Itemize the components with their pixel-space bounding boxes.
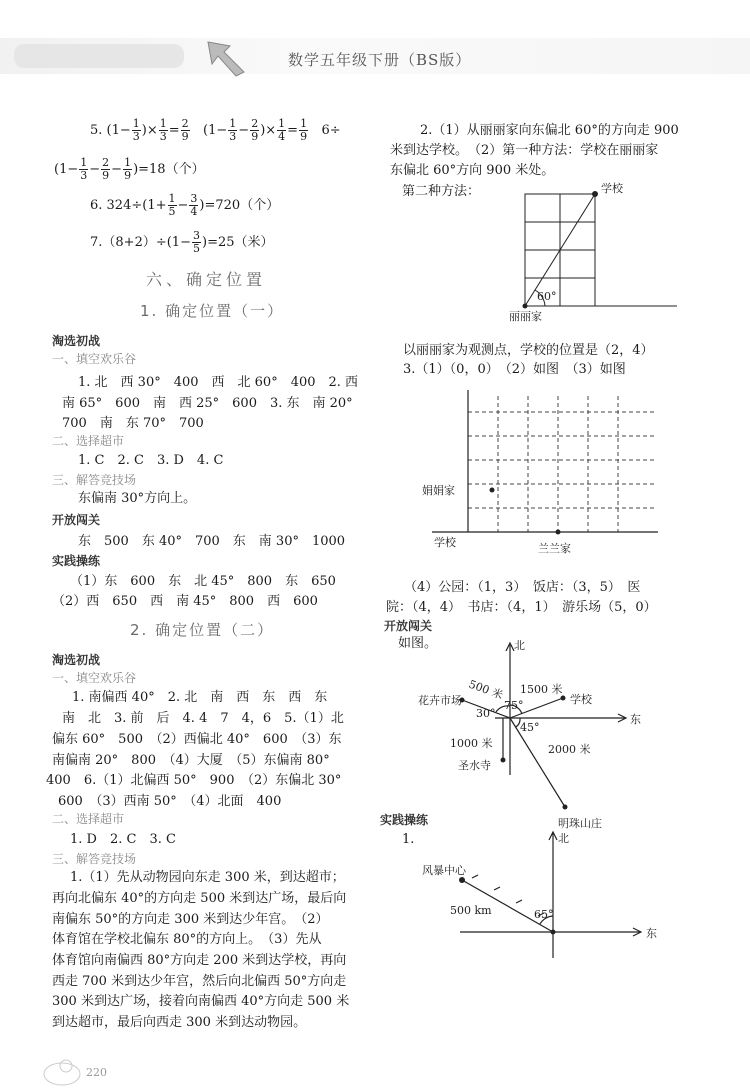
subsection-2-title: 2. 确定位置（二） (130, 621, 275, 639)
text-line: 东 500 东 40° 700 东 南 30° 1000 (78, 534, 346, 549)
item-5: 5. (1− $\frac{1}{3}$ )× $\frac{1}{3}$ = $\frac{2}{9}$ (1− $\frac{1}{3}$ − $\frac{2}{9}$ )× $\frac{1}{4}$ = $\frac{1}{9}$ 6÷ (90, 117, 341, 143)
text-line: 东偏南 30°方向上。 (78, 491, 197, 506)
distance-2000-label: 2000 米 (548, 743, 591, 756)
text-line: （1）东 600 东 北 45° 800 东 650 (70, 574, 336, 589)
subsection-1-title: 1. 确定位置（一） (140, 302, 285, 320)
angle-65-label: 65° (534, 908, 554, 921)
text-line: （4）公园：（1，3） 饭店：（3，5） 医 (404, 580, 641, 595)
north-label: 北 (514, 639, 525, 652)
text-line: （2）西 650 西 南 45° 800 西 600 (52, 594, 318, 609)
angle-45-label: 45° (520, 721, 540, 734)
text-line: 体育馆在学校北偏东 80°的方向上。 （3）先从 (52, 932, 322, 947)
label-taoxuan-2: 淘选初战 (52, 653, 101, 667)
text-line: 如图。 (398, 636, 438, 651)
label-tiankong-2: 一、填空欢乐谷 (52, 671, 137, 685)
text-line: 第二种方法： (402, 184, 481, 199)
text-line: 1. 北 西 30° 400 西 北 60° 400 2. 西 (78, 375, 359, 390)
school-label: 学校 (601, 182, 623, 195)
home-label: 丽丽家 (509, 310, 542, 322)
label-kaifang-1: 开放闯关 (52, 513, 101, 527)
distance-1000-label: 1000 米 (450, 737, 493, 750)
angle-label: 60° (537, 290, 557, 303)
juanjuan-label: 娟娟家 (422, 484, 455, 497)
east-label: 东 (646, 927, 657, 940)
text-line: 1.（1）先从动物园向东走 300 米，到达超市； (70, 870, 345, 885)
compass-figure-2 (400, 828, 670, 982)
text-line: 3.（1）（0，0） （2）如图 （3）如图 (403, 362, 626, 377)
mascot-icon (40, 1052, 84, 1090)
angle-75-label: 75° (504, 699, 524, 712)
storm-center-label: 风暴中心 (422, 864, 466, 877)
label-shijian-1: 实践操练 (52, 554, 101, 568)
distance-1500-label: 1500 米 (520, 683, 563, 696)
grid-figure-1 (505, 182, 685, 326)
distance-500-label: 500 米 (466, 677, 505, 702)
text-line: 700 南 东 70° 700 (62, 416, 204, 431)
section-title: 六、确定位置 (146, 270, 267, 289)
text-line: 偏东 60° 500 （2）西偏北 40° 600 （3）东 (52, 732, 342, 747)
text-line: 米到达学校。 （2）第一种方法：学校在丽丽家 (390, 143, 659, 158)
temple-label: 圣水寺 (458, 759, 491, 772)
label-xuanze-1: 二、选择超市 (52, 434, 125, 448)
text-line: 以丽丽家为观测点，学校的位置是（2，4） (403, 343, 654, 358)
item-5-cont: (1− $\frac{1}{3}$ − $\frac{2}{9}$ − $\frac{1}{9}$ )=18（个） (54, 156, 205, 182)
text-line: 南 65° 600 南 西 25° 600 3. 东 南 20° (62, 396, 353, 411)
text-line: 西走 700 米到达少年宫，然后向北偏西 50°方向走 (52, 974, 347, 989)
text-line: 体育馆向南偏西 80°方向走 200 米到达学校，再向 (52, 953, 347, 968)
text-line: 南偏南 20° 800 （4）大厦 （5）东偏南 80° (52, 753, 330, 768)
label-tiankong-1: 一、填空欢乐谷 (52, 352, 137, 366)
label-jieda-1: 三、解答竞技场 (52, 473, 137, 487)
page-number: 220 (86, 1066, 107, 1079)
header-logo (14, 44, 184, 68)
text-line: 300 米到达广场，接着向南偏西 40°方向走 500 米 (52, 994, 350, 1009)
text-line: 东偏北 60°方向 900 米处。 (390, 163, 555, 178)
text-line: 再向北偏东 40°的方向走 500 米到达广场，最后向 (52, 891, 347, 906)
lanlan-label: 兰兰家 (538, 542, 571, 555)
item-7: 7.（8+2）÷(1− $\frac{3}{5}$ )=25（米） (90, 229, 274, 255)
text-line: 400 6.（1）北偏西 50° 900 （2）东偏北 30° (46, 773, 342, 788)
text-line: 南 北 3. 前 后 4. 4 7 4，6 5.（1）北 (62, 711, 344, 726)
angle-30-label: 30° (476, 707, 496, 720)
school-label: 学校 (570, 693, 592, 706)
text-line: 600 （3）西南 50° （4）北面 400 (58, 794, 282, 809)
practice-number: 1. (402, 832, 415, 847)
north-label: 北 (558, 832, 569, 845)
header-title: 数学五年级下册（BS版） (288, 51, 472, 69)
label-kaifang-r: 开放闯关 (384, 619, 433, 633)
compass-figure-1 (400, 635, 660, 839)
label-shijian-r: 实践操练 (380, 813, 429, 827)
item-6: 6. 324÷(1+ $\frac{1}{5}$ − $\frac{3}{4}$ )=720（个） (90, 192, 280, 218)
grid-figure-2 (418, 382, 668, 566)
distance-500km-label: 500 km (450, 904, 492, 917)
mountain-label: 明珠山庄 (558, 817, 602, 830)
text-line: 2.（1）从丽丽家向东偏北 60°的方向走 900 (420, 123, 679, 138)
text-line: 1. C 2. C 3. D 4. C (78, 453, 224, 468)
text-line: 到达超市，最后向西走 300 米到达动物园。 (52, 1015, 307, 1030)
text-line: 南偏东 50°的方向走 300 米到达少年宫。 （2） (52, 912, 329, 927)
text-line: 1. 南偏西 40° 2. 北 南 西 东 西 东 (72, 690, 328, 705)
flower-market-label: 花卉市场 (418, 694, 462, 707)
east-label: 东 (630, 713, 641, 726)
label-jieda-2: 三、解答竞技场 (52, 852, 137, 866)
text-line: 1. D 2. C 3. C (70, 832, 176, 847)
school-label: 学校 (434, 536, 456, 549)
arrow-icon (200, 36, 250, 82)
label-taoxuan-1: 淘选初战 (52, 334, 101, 348)
text-line: 院：（4，4） 书店：（4，1） 游乐场（5，0） (386, 600, 657, 615)
label-xuanze-2: 二、选择超市 (52, 812, 125, 826)
